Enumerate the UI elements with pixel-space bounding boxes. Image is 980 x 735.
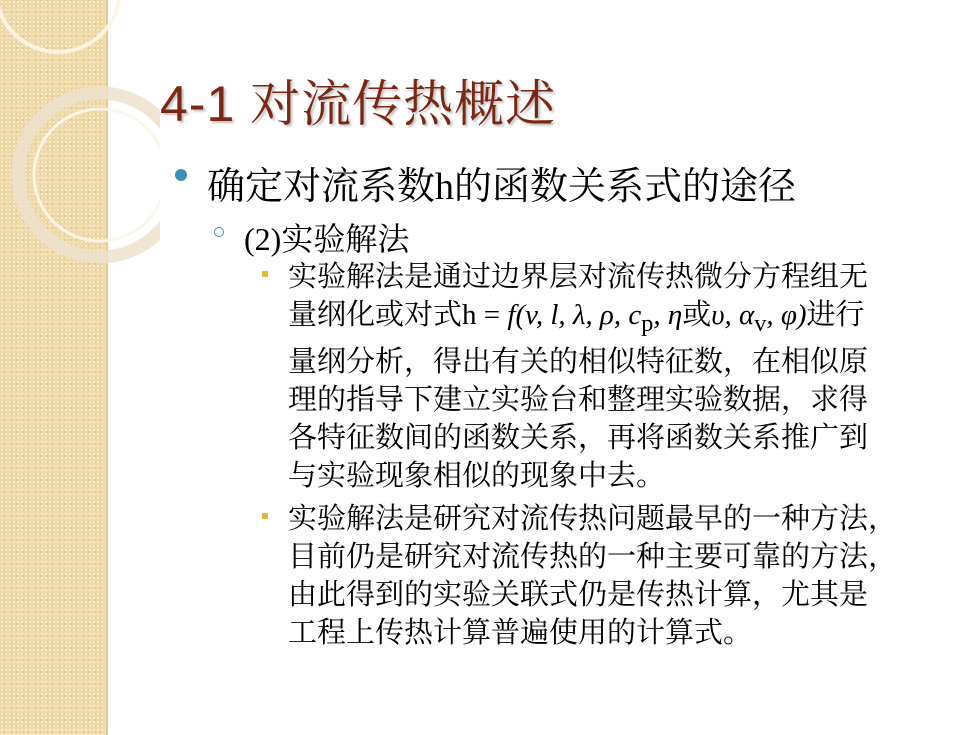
paragraph2-line: 由此得到的实验关联式仍是传热计算，尤其是 <box>288 579 869 611</box>
bullet-level2 <box>214 214 409 260</box>
ring-bullet-icon <box>214 227 224 237</box>
bullet-level1-text: 确定对流系数h的函数关系式的途径 <box>207 166 797 208</box>
formula-prefix: 量纲化或对式 <box>288 299 463 331</box>
ring-middle <box>18 93 160 257</box>
formula: h = f(v, l, λ, ρ, $c_p$, η或υ, $\alpha_v$, φ) <box>462 299 807 337</box>
ring-top <box>0 0 120 52</box>
paragraph1-line: 各特征数间的函数关系，再将函数关系推广到 <box>288 421 869 454</box>
paragraph1-line-with-formula <box>288 296 868 343</box>
dot-bullet-icon <box>175 169 187 181</box>
paragraph-experimental-method <box>262 258 868 495</box>
paragraph2-line: 目前仍是研究对流传热的一种主要可靠的方法， <box>288 541 898 573</box>
decorative-rings <box>0 0 160 280</box>
paragraph2-line: 实验解法是研究对流传热问题最早的一种方法， <box>288 503 898 535</box>
bullet-level2-text: (2)实验解法 <box>244 221 410 257</box>
paragraph-method-history <box>262 500 897 652</box>
paragraph1-line: 实验解法是通过边界层对流传热微分方程组无 <box>288 261 869 293</box>
square-bullet-icon <box>262 271 268 277</box>
slide-title: 4-1 对流传热概述 <box>160 76 557 132</box>
square-bullet-icon <box>262 513 268 519</box>
paragraph1-line: 量纲分析，得出有关的相似特征数，在相似原 <box>288 345 869 378</box>
paragraph1-line: 与实验现象相似的现象中去。 <box>288 459 666 492</box>
paragraph2-line: 工程上传热计算普遍使用的计算式。 <box>288 617 753 649</box>
bullet-level1 <box>175 155 796 210</box>
ring-inner <box>34 109 160 241</box>
formula-suffix: 进行 <box>806 299 865 331</box>
paragraph1-line: 理的指导下建立实验台和整理实验数据，求得 <box>288 383 869 416</box>
